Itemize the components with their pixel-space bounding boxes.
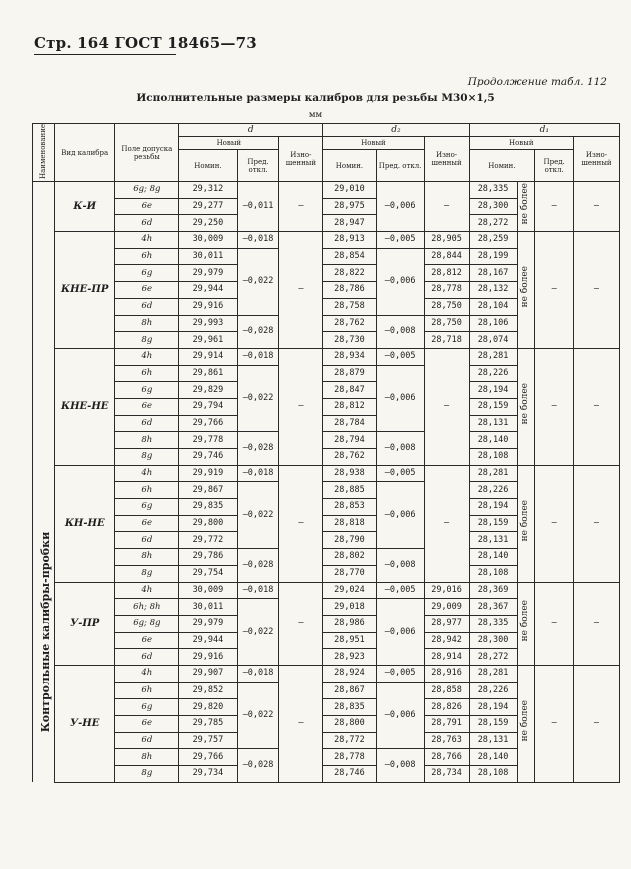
d-nominal-cell: 29,754 [179,565,237,582]
name-column-cell [33,182,55,232]
d2-worn-cell: 28,750 [424,315,469,332]
d2-deviation-cell: —0,005 [376,232,424,249]
tolerance-field-cell: 6h [115,365,179,382]
d2-worn-cell: 28,977 [424,615,469,632]
d-worn-cell: — [279,348,323,465]
d1-deviation-cell: — [535,182,574,232]
d2-worn-cell: — [424,465,469,582]
d1-nominal-cell: 28,369 [469,582,517,599]
d2-deviation-cell: —0,006 [376,365,424,432]
d2-worn-cell: 28,766 [424,749,469,766]
d1-worn-cell: — [573,665,619,782]
d-nominal-cell: 29,919 [179,465,237,482]
gauge-type-cell: КНЕ-ПР [54,232,115,349]
name-column-cell [33,665,55,782]
d2-deviation-cell: —0,005 [376,665,424,682]
d-nominal-cell: 29,757 [179,732,237,749]
tolerance-field-cell: 6d [115,732,179,749]
sidebar-label: Контрольные калибры-пробки [39,531,52,733]
d2-nominal-cell: 28,947 [323,215,376,232]
header-tolerance-field: Поле допуска резьбы [115,124,179,182]
tolerance-field-cell: 8g [115,565,179,582]
d1-nominal-cell: 28,281 [469,348,517,365]
d2-nominal-cell: 28,730 [323,332,376,349]
d1-nominal-cell: 28,167 [469,265,517,282]
d2-nominal-cell: 28,812 [323,398,376,415]
d2-nominal-cell: 28,885 [323,482,376,499]
tolerance-field-cell: 8g [115,766,179,783]
d2-worn-cell: — [424,182,469,232]
d-deviation-cell: —0,018 [237,582,279,599]
d-deviation-cell: —0,022 [237,682,279,749]
d-worn-cell: — [279,465,323,582]
d1-nominal-cell: 28,132 [469,282,517,299]
d2-worn-cell: 28,858 [424,682,469,699]
tolerance-field-cell: 4h [115,465,179,482]
d1-nominal-cell: 28,159 [469,398,517,415]
not-more-note: не более [517,348,535,465]
tolerance-field-cell: 6g [115,499,179,516]
d2-deviation-cell: —0,005 [376,348,424,365]
d-nominal-cell: 29,914 [179,348,237,365]
d-nominal-cell: 29,961 [179,332,237,349]
d2-worn-cell: 28,791 [424,716,469,733]
d-deviation-cell: —0,022 [237,248,279,315]
tolerance-field-cell: 4h [115,665,179,682]
d2-nominal-cell: 28,762 [323,315,376,332]
d2-deviation-cell: —0,006 [376,682,424,749]
tolerance-field-cell: 4h [115,232,179,249]
d1-nominal-cell: 28,131 [469,532,517,549]
name-column-cell [33,348,55,465]
d-nominal-cell: 29,916 [179,649,237,666]
tolerance-field-cell: 4h [115,348,179,365]
d1-nominal-cell: 28,335 [469,615,517,632]
not-more-note: не более [517,232,535,349]
d1-nominal-cell: 28,194 [469,499,517,516]
table-row [33,582,620,599]
d-nominal-cell: 29,835 [179,499,237,516]
name-column-cell [33,232,55,349]
d1-nominal-cell: 28,367 [469,599,517,616]
page-header: Стр. 164 ГОСТ 18465—73 [34,34,257,52]
tolerance-field-cell: 8g [115,449,179,466]
d1-nominal-cell: 28,131 [469,415,517,432]
d2-nominal-cell: 28,934 [323,348,376,365]
d2-nominal-cell: 28,746 [323,766,376,783]
tolerance-field-cell: 6d [115,215,179,232]
unit-label: мм [308,110,323,120]
d-nominal-cell: 29,993 [179,315,237,332]
d-deviation-cell: —0,022 [237,599,279,666]
header-rule [34,54,176,55]
d2-nominal-cell: 28,854 [323,248,376,265]
d2-nominal-cell: 28,794 [323,432,376,449]
d1-nominal-cell: 28,140 [469,432,517,449]
d1-worn-cell: — [573,465,619,582]
d-nominal-cell: 29,820 [179,699,237,716]
d2-worn-cell: 28,812 [424,265,469,282]
d2-deviation-cell: —0,008 [376,549,424,582]
d-nominal-cell: 29,766 [179,749,237,766]
d2-nominal-cell: 28,879 [323,365,376,382]
d2-worn-cell: 28,778 [424,282,469,299]
tolerance-field-cell: 6g [115,265,179,282]
name-column-cell [33,582,55,665]
continuation-note: Продолжение табл. 112 [467,76,607,88]
d2-deviation-cell: —0,005 [376,582,424,599]
d2-worn-cell: 28,916 [424,665,469,682]
d2-nominal-cell: 28,822 [323,265,376,282]
tolerance-field-cell: 6e [115,398,179,415]
d-deviation-cell: —0,028 [237,432,279,465]
d-nominal-cell: 29,944 [179,632,237,649]
d1-nominal-cell: 28,106 [469,315,517,332]
d2-nominal-cell: 28,975 [323,198,376,215]
d-nominal-cell: 29,979 [179,615,237,632]
header-d-worn: Изно-шенный [279,137,323,182]
tolerance-field-cell: 6d [115,649,179,666]
tolerance-field-cell: 6e [115,716,179,733]
d-nominal-cell: 29,734 [179,766,237,783]
header-name: Наименование [33,124,55,182]
d-deviation-cell: —0,011 [237,182,279,232]
d2-nominal-cell: 29,010 [323,182,376,199]
d2-nominal-cell: 28,800 [323,716,376,733]
d-nominal-cell: 29,312 [179,182,237,199]
table-row [33,348,620,365]
d2-nominal-cell: 28,835 [323,699,376,716]
d1-nominal-cell: 28,104 [469,298,517,315]
tolerance-field-cell: 8h [115,749,179,766]
d2-worn-cell: 28,734 [424,766,469,783]
d1-worn-cell: — [573,182,619,232]
d2-nominal-cell: 29,018 [323,599,376,616]
d1-deviation-cell: — [535,665,574,782]
d-nominal-cell: 29,794 [179,398,237,415]
tolerance-field-cell: 4h [115,582,179,599]
d-deviation-cell: —0,018 [237,665,279,682]
d1-nominal-cell: 28,281 [469,665,517,682]
table-title: Исполнительные размеры калибров для резьбы М30×1,5 [136,92,495,104]
d1-nominal-cell: 28,226 [469,365,517,382]
d2-worn-cell: 29,016 [424,582,469,599]
d-nominal-cell: 30,009 [179,232,237,249]
not-more-note: не более [517,465,535,582]
d2-worn-cell: 28,905 [424,232,469,249]
d-deviation-cell: —0,018 [237,232,279,249]
d-nominal-cell: 29,861 [179,365,237,382]
d1-deviation-cell: — [535,348,574,465]
d2-deviation-cell: —0,006 [376,482,424,549]
d1-nominal-cell: 28,159 [469,515,517,532]
d-nominal-cell: 29,277 [179,198,237,215]
gauge-dimensions-table [32,123,620,783]
header-d2-worn: Изно-шенный [424,137,469,182]
tolerance-field-cell: 6d [115,532,179,549]
gauge-type-cell: КНЕ-НЕ [54,348,115,465]
tolerance-field-cell: 6h [115,482,179,499]
d-nominal-cell: 29,867 [179,482,237,499]
d-deviation-cell: —0,028 [237,549,279,582]
header-d1-worn: Изно-шенный [573,137,619,182]
header-d2-dev: Пред. откл. [376,150,424,182]
d-nominal-cell: 30,009 [179,582,237,599]
d1-nominal-cell: 28,108 [469,766,517,783]
header-d1: d₁ [469,124,619,137]
gauge-type-cell: У-ПР [54,582,115,665]
tolerance-field-cell: 6e [115,282,179,299]
d1-nominal-cell: 28,108 [469,449,517,466]
d1-worn-cell: — [573,232,619,349]
header-d2: d₂ [323,124,469,137]
d-nominal-cell: 29,250 [179,215,237,232]
d-nominal-cell: 29,746 [179,449,237,466]
name-column-cell [33,465,55,582]
d2-nominal-cell: 28,924 [323,665,376,682]
d2-deviation-cell: —0,006 [376,248,424,315]
d2-worn-cell: 29,009 [424,599,469,616]
d-nominal-cell: 29,829 [179,382,237,399]
d-nominal-cell: 29,852 [179,682,237,699]
d2-nominal-cell: 28,802 [323,549,376,566]
d-nominal-cell: 29,916 [179,298,237,315]
d2-worn-cell: 28,763 [424,732,469,749]
table-row [33,465,620,482]
d-deviation-cell: —0,028 [237,315,279,348]
header-d1-new: Новый [469,137,573,150]
d-deviation-cell: —0,022 [237,365,279,432]
d1-nominal-cell: 28,272 [469,649,517,666]
header-d-dev: Пред. откл. [237,150,279,182]
d-nominal-cell: 29,786 [179,549,237,566]
d-deviation-cell: —0,022 [237,482,279,549]
d-deviation-cell: —0,018 [237,465,279,482]
table-row [33,665,620,682]
d-worn-cell: — [279,582,323,665]
d-nominal-cell: 29,772 [179,532,237,549]
tolerance-field-cell: 6e [115,198,179,215]
tolerance-field-cell: 6e [115,515,179,532]
d-worn-cell: — [279,232,323,349]
tolerance-field-cell: 6g; 8g [115,615,179,632]
gauge-type-cell: У-НЕ [54,665,115,782]
d2-worn-cell: 28,750 [424,298,469,315]
d-nominal-cell: 29,979 [179,265,237,282]
header-gauge-type: Вид калибра [54,124,115,182]
header-d1-nominal: Номин. [469,150,535,182]
d1-nominal-cell: 28,194 [469,382,517,399]
tolerance-field-cell: 6g [115,699,179,716]
d2-nominal-cell: 28,770 [323,565,376,582]
not-more-note: не более [517,665,535,782]
d-nominal-cell: 29,785 [179,716,237,733]
d2-nominal-cell: 28,951 [323,632,376,649]
d2-nominal-cell: 28,913 [323,232,376,249]
d-worn-cell: — [279,182,323,232]
d2-nominal-cell: 28,762 [323,449,376,466]
tolerance-field-cell: 8h [115,315,179,332]
d2-nominal-cell: 28,986 [323,615,376,632]
d2-nominal-cell: 28,784 [323,415,376,432]
d1-nominal-cell: 28,300 [469,632,517,649]
d2-deviation-cell: —0,008 [376,749,424,782]
tolerance-field-cell: 8g [115,332,179,349]
d1-nominal-cell: 28,131 [469,732,517,749]
d2-worn-cell: 28,718 [424,332,469,349]
tolerance-field-cell: 6d [115,415,179,432]
d1-nominal-cell: 28,335 [469,182,517,199]
d-nominal-cell: 30,011 [179,599,237,616]
d1-nominal-cell: 28,199 [469,248,517,265]
d1-worn-cell: — [573,348,619,465]
tolerance-field-cell: 6d [115,298,179,315]
d1-deviation-cell: — [535,465,574,582]
d1-nominal-cell: 28,140 [469,749,517,766]
d-deviation-cell: —0,018 [237,348,279,365]
d-nominal-cell: 30,011 [179,248,237,265]
header-d-new: Новый [179,137,279,150]
d2-nominal-cell: 28,790 [323,532,376,549]
d1-nominal-cell: 28,226 [469,482,517,499]
d2-worn-cell: 28,826 [424,699,469,716]
not-more-note: не более [517,582,535,665]
d2-nominal-cell: 28,772 [323,732,376,749]
table-row [33,182,620,199]
table-row [33,232,620,249]
d1-nominal-cell: 28,272 [469,215,517,232]
d2-worn-cell: 28,942 [424,632,469,649]
d2-nominal-cell: 28,847 [323,382,376,399]
d1-worn-cell: — [573,582,619,665]
d1-deviation-cell: — [535,232,574,349]
d2-nominal-cell: 28,923 [323,649,376,666]
header-d-nominal: Номин. [179,150,237,182]
tolerance-field-cell: 8h [115,432,179,449]
tolerance-field-cell: 6g [115,382,179,399]
d-deviation-cell: —0,028 [237,749,279,782]
gauge-type-cell: КН-НЕ [54,465,115,582]
d2-deviation-cell: —0,008 [376,432,424,465]
header-d2-nominal: Номин. [323,150,376,182]
not-more-note: не более [517,182,535,232]
d1-nominal-cell: 28,281 [469,465,517,482]
d-nominal-cell: 29,800 [179,515,237,532]
d2-nominal-cell: 28,853 [323,499,376,516]
d1-nominal-cell: 28,159 [469,716,517,733]
d2-deviation-cell: —0,006 [376,599,424,666]
header-d2-new: Новый [323,137,424,150]
d2-deviation-cell: —0,008 [376,315,424,348]
header-d: d [179,124,323,137]
d-nominal-cell: 29,766 [179,415,237,432]
tolerance-field-cell: 6h [115,248,179,265]
d2-nominal-cell: 28,778 [323,749,376,766]
d2-deviation-cell: —0,005 [376,465,424,482]
d2-nominal-cell: 29,024 [323,582,376,599]
d-nominal-cell: 29,907 [179,665,237,682]
d1-nominal-cell: 28,074 [469,332,517,349]
table-body [33,182,620,783]
d1-deviation-cell: — [535,582,574,665]
d-worn-cell: — [279,665,323,782]
d2-nominal-cell: 28,786 [323,282,376,299]
d2-worn-cell: 28,844 [424,248,469,265]
tolerance-field-cell: 6g; 8g [115,182,179,199]
d1-nominal-cell: 28,259 [469,232,517,249]
d-nominal-cell: 29,944 [179,282,237,299]
tolerance-field-cell: 6e [115,632,179,649]
d2-worn-cell: — [424,348,469,465]
tolerance-field-cell: 8h [115,549,179,566]
header-d1-dev: Пред. откл. [535,150,574,182]
d1-nominal-cell: 28,300 [469,198,517,215]
d2-worn-cell: 28,914 [424,649,469,666]
d2-nominal-cell: 28,818 [323,515,376,532]
d1-nominal-cell: 28,108 [469,565,517,582]
d1-nominal-cell: 28,226 [469,682,517,699]
d-nominal-cell: 29,778 [179,432,237,449]
d2-nominal-cell: 28,938 [323,465,376,482]
d1-nominal-cell: 28,194 [469,699,517,716]
gauge-type-cell: К-И [54,182,115,232]
d1-nominal-cell: 28,140 [469,549,517,566]
d2-nominal-cell: 28,758 [323,298,376,315]
tolerance-field-cell: 6h [115,682,179,699]
tolerance-field-cell: 6h; 8h [115,599,179,616]
d2-nominal-cell: 28,867 [323,682,376,699]
d2-deviation-cell: —0,006 [376,182,424,232]
